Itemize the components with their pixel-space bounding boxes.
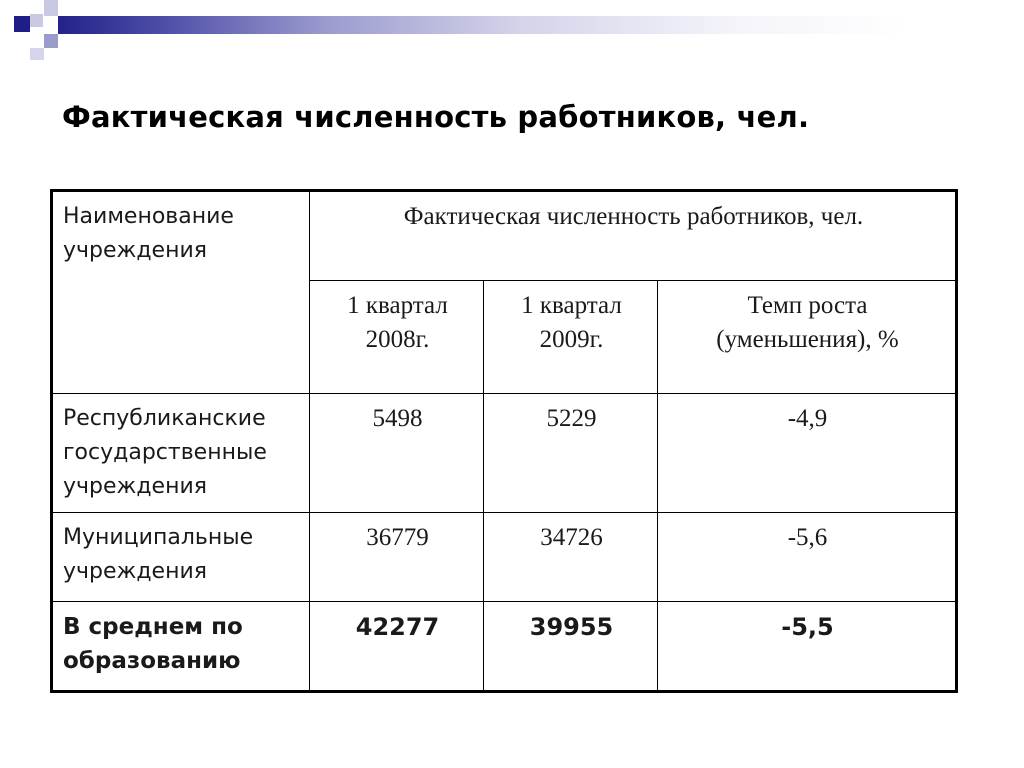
row-name: Республиканские государственные учреждения xyxy=(52,394,310,513)
row-q1-2008: 5498 xyxy=(310,394,484,513)
header-institution-name: Наименование учреждения xyxy=(52,191,310,394)
row-q1-2009: 5229 xyxy=(484,394,658,513)
header-group-label: Фактическая численность работников, чел. xyxy=(310,191,957,281)
total-name: В среднем по образованию xyxy=(52,602,310,692)
decor-square xyxy=(44,34,58,48)
total-rate: -5,5 xyxy=(658,602,957,692)
decor-square xyxy=(30,14,43,27)
header-decoration xyxy=(0,0,1024,70)
decor-square xyxy=(14,16,30,32)
table-row xyxy=(52,394,957,513)
header-q1-2009: 1 квартал 2009г. xyxy=(484,281,658,394)
gradient-bar xyxy=(58,16,1024,34)
table-total-row xyxy=(52,602,957,692)
header-q1-2008: 1 квартал 2008г. xyxy=(310,281,484,394)
row-q1-2009: 34726 xyxy=(484,513,658,602)
total-q1-2008: 42277 xyxy=(310,602,484,692)
decor-square xyxy=(44,0,58,16)
table-header-row xyxy=(52,191,957,281)
row-q1-2008: 36779 xyxy=(310,513,484,602)
table-row xyxy=(52,513,957,602)
slide-title: Фактическая численность работников, чел. xyxy=(62,100,810,134)
decor-square xyxy=(30,48,44,60)
row-name: Муниципальные учреждения xyxy=(52,513,310,602)
staff-table xyxy=(50,189,958,693)
row-rate: -5,6 xyxy=(658,513,957,602)
header-growth-rate: Темп роста (уменьшения), % xyxy=(658,281,957,394)
row-rate: -4,9 xyxy=(658,394,957,513)
total-q1-2009: 39955 xyxy=(484,602,658,692)
